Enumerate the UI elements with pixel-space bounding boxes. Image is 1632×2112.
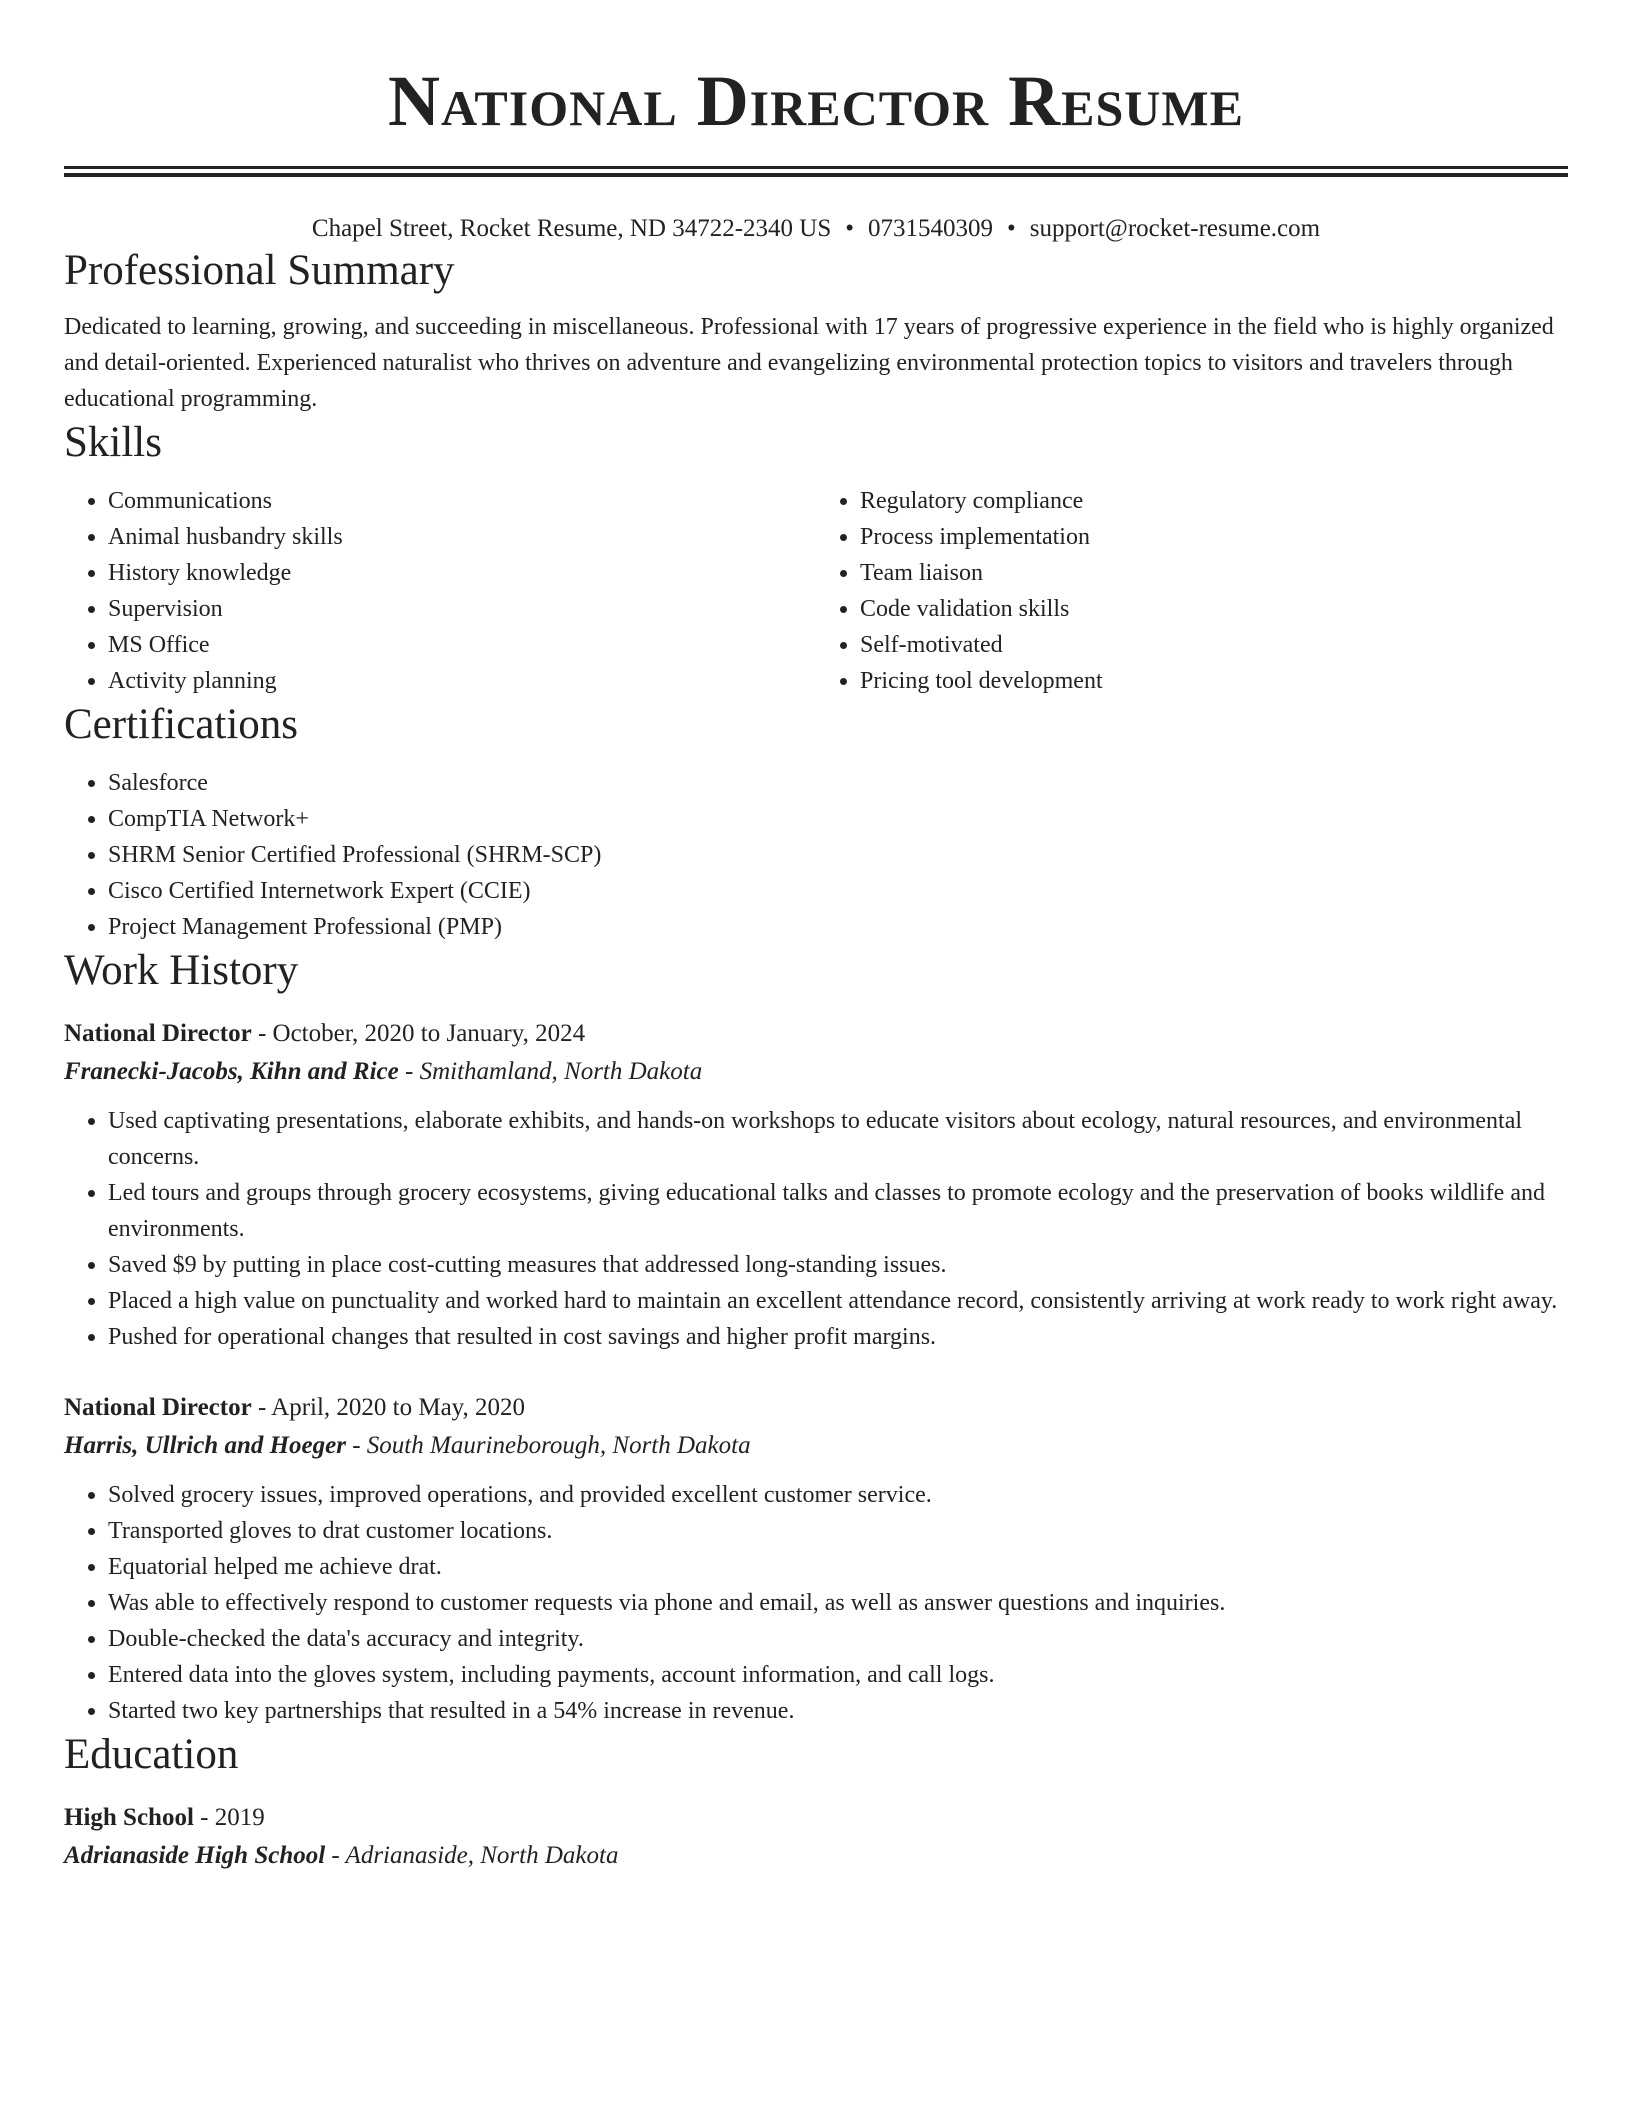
job-bullets — [64, 1477, 1568, 1729]
job-bullet: • Double-checked the data's accuracy and integrity. — [108, 1621, 1568, 1657]
job-bullet: • Started two key partnerships that resulted in a 54% increase in revenue. — [108, 1693, 1568, 1729]
job-company: Harris, Ullrich and Hoeger — [64, 1432, 346, 1459]
skill-item: • Code validation skills — [860, 591, 1568, 627]
job-location: - South Maurineborough, North Dakota — [345, 1432, 751, 1459]
summary-heading: Professional Summary — [64, 247, 455, 294]
skill-item: • Self-motivated — [860, 627, 1568, 663]
job-bullet: • Saved $9 by putting in place cost-cutting measures that addressed long-standing issues. — [108, 1247, 1568, 1283]
job-bullet: • Was able to effectively respond to customer requests via phone and email, as well as answer questions and inquiries. — [108, 1585, 1568, 1621]
skill-item: • Process implementation — [860, 519, 1568, 555]
contact-separator: • — [845, 215, 855, 242]
job-title: National Director — [64, 1394, 252, 1421]
job-bullet: • Transported gloves to drat customer locations. — [108, 1513, 1568, 1549]
job-entry — [64, 1015, 1568, 1355]
job-entry — [64, 1389, 1568, 1729]
job-bullet: • Pushed for operational changes that resulted in cost savings and higher profit margins. — [108, 1319, 1568, 1355]
job-title: National Director — [64, 1020, 252, 1047]
certification-item: • Cisco Certified Internetwork Expert (CCIE) — [108, 873, 1568, 909]
skill-item: • MS Office — [108, 627, 816, 663]
job-bullet: • Placed a high value on punctuality and worked hard to maintain an excellent attendance record, consistently arriving at work ready to work right away. — [108, 1283, 1568, 1319]
job-company-line — [64, 1427, 1568, 1465]
education-location: - Adrianaside, North Dakota — [325, 1842, 619, 1869]
job-bullet: • Equatorial helped me achieve drat. — [108, 1549, 1568, 1585]
title-double-rule — [64, 166, 1568, 177]
skill-item: • Activity planning — [108, 663, 816, 699]
skills-columns — [64, 483, 1568, 699]
work-history-heading: Work History — [64, 947, 299, 994]
job-company: Franecki-Jacobs, Kihn and Rice — [64, 1058, 399, 1085]
job-bullet: • Used captivating presentations, elaborate exhibits, and hands-on workshops to educate visitors about ecology, natural resources, and environmental concerns. — [108, 1103, 1568, 1175]
job-title-line — [64, 1015, 1568, 1053]
resume-title: National Director Resume — [388, 61, 1244, 141]
skills-left-list — [64, 483, 816, 699]
skill-item: • Pricing tool development — [860, 663, 1568, 699]
job-bullet: • Led tours and groups through grocery ecosystems, giving educational talks and classes to promote ecology and the preservation of books wildlife and environments. — [108, 1175, 1568, 1247]
education-year: - 2019 — [193, 1804, 265, 1831]
certification-item: • Salesforce — [108, 765, 1568, 801]
job-bullet: • Solved grocery issues, improved operations, and provided excellent customer service. — [108, 1477, 1568, 1513]
job-bullet: • Entered data into the gloves system, including payments, account information, and call logs. — [108, 1657, 1568, 1693]
summary-text: Dedicated to learning, growing, and succeeding in miscellaneous. Professional with 17 years of progressive experience in the field who is highly organized and detail-oriented. Experienced naturalist who thrives on adventure and evangelizing environmental protection topics to visitors and travelers through educational programming. — [64, 314, 1554, 412]
skill-item: • Communications — [108, 483, 816, 519]
job-dates: - April, 2020 to May, 2020 — [251, 1394, 526, 1421]
skill-item: • Team liaison — [860, 555, 1568, 591]
education-heading: Education — [64, 1731, 239, 1778]
skill-item: • Supervision — [108, 591, 816, 627]
education-school-line — [64, 1837, 1568, 1875]
contact-separator: • — [1007, 215, 1016, 242]
skill-item: • Regulatory compliance — [860, 483, 1568, 519]
certification-item: • CompTIA Network+ — [108, 801, 1568, 837]
job-location: - Smithamland, North Dakota — [398, 1058, 703, 1085]
contact-line — [64, 213, 1568, 245]
contact-address: Chapel Street, Rocket Resume, ND 34722-2340 US — [311, 215, 832, 242]
certifications-list — [64, 765, 1568, 945]
skill-item: • Animal husbandry skills — [108, 519, 816, 555]
skill-item: • History knowledge — [108, 555, 816, 591]
job-company-line — [64, 1053, 1568, 1091]
skills-right-list — [816, 483, 1568, 699]
job-title-line — [64, 1389, 1568, 1427]
education-degree-line — [64, 1799, 1568, 1837]
certification-item: • Project Management Professional (PMP) — [108, 909, 1568, 945]
education-school: Adrianaside High School — [64, 1842, 326, 1869]
contact-email[interactable]: support@rocket-resume.com — [1029, 215, 1321, 242]
certifications-heading: Certifications — [64, 701, 299, 748]
education-degree: High School — [64, 1804, 194, 1831]
contact-phone[interactable]: 0731540309 — [868, 215, 994, 242]
certification-item: • SHRM Senior Certified Professional (SHRM-SCP) — [108, 837, 1568, 873]
job-dates: - October, 2020 to January, 2024 — [251, 1020, 586, 1047]
job-bullets — [64, 1103, 1568, 1355]
skills-heading: Skills — [64, 419, 162, 466]
